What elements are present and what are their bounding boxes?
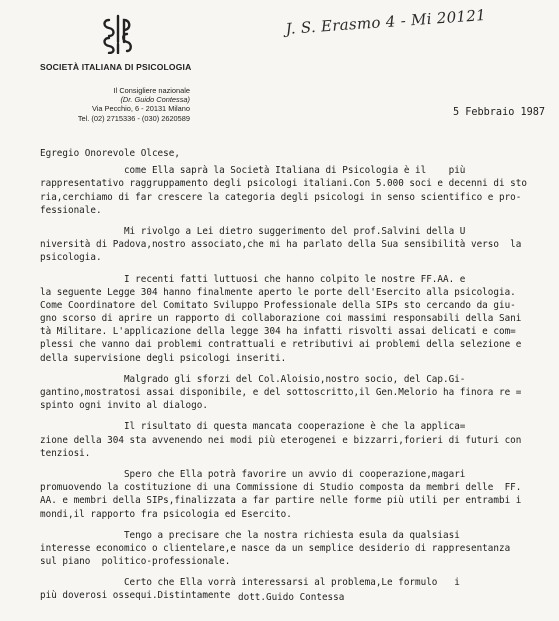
salutation: Egregio Onorevole Olcese, [40,148,180,159]
paragraph [40,529,550,569]
paragraph-line: interesse economico o clientelare,e nasce da un semplice desiderio di rappresentanza [40,542,511,554]
sender-name: (Dr. Guido Contessa) [120,95,190,105]
paragraph [40,273,550,365]
paragraph-line: ria,cerchiamo di far crescere la categoria degli psicologi in senso scientifico e pro- [40,191,522,203]
paragraph-line: Come Coordinatore del Comitato Sviluppo Professionale della SIPs sto cercando da giu- [40,299,516,311]
sender-phone: Tel. (02) 2715336 - (030) 2620589 [77,113,190,123]
paragraph-line: sul piano politico-professionale. [40,556,231,568]
paragraph [40,164,550,217]
organization-name: SOCIETÀ ITALIANA DI PSICOLOGIA [40,62,192,72]
letter-date: 5 Febbraio 1987 [453,107,546,118]
paragraph-line: della supervisione degli psicologi inseriti. [40,352,287,364]
paragraph-line: tà Militare. L'applicazione della legge 304 ha infatti risvolti assai delicati e com= [40,326,516,338]
paragraph-line: come Ella saprà la Società Italiana di Psicologia è il più [40,165,466,177]
paragraph-line: rappresentativo raggruppamento degli psicologi italiani.Con 5.000 soci e decenni di sto [40,178,527,190]
paragraph-line: niversità di Padova,nostro associato,che mi ha parlato della Sua sensibilità verso la [40,239,522,251]
paragraph-line: promuovendo la costituzione di una Commissione di Studio composta da membri delle FF. [40,482,522,494]
paragraph-line: gno scorso di aprire un rapporto di collaborazione coi massimi responsabili della Sani [40,313,522,325]
paragraph-line: fessionale. [40,204,102,216]
sips-monogram-icon [100,14,136,54]
paragraph [40,420,550,460]
sender-role: Il Consigliere nazionale [113,86,190,95]
sender-block [40,86,190,123]
paragraph-line: spinto ogni invito al dialogo. [40,400,208,412]
paragraph-line: Malgrado gli sforzi del Col.Aloisio,nostro socio, del Cap.Gi- [40,373,466,385]
signature: dott.Guido Contessa [238,592,345,603]
letter-paragraphs [40,164,550,602]
paragraph-line: zione della 304 sta avvenendo nei modi più eterogenei e bizzarri,forieri di futuri con [40,434,522,446]
paragraph-line: mondi,il rapporto fra psicologia ed Esercito. [40,508,292,520]
paragraph [40,373,550,413]
handwritten-address-note: J. S. Erasmo 4 - Mi 20121 [285,5,487,38]
paragraph-line: Spero che Ella potrà favorire un avvio di cooperazione,magari [40,468,466,480]
paragraph-line: plessi che vanno dai problemi contrattuali e retributivi ai problemi della selezione e [40,339,522,351]
paragraph-line: Tengo a precisare che la nostra richiesta esula da qualsiasi [40,529,460,541]
paragraph-line: la seguente Legge 304 hanno finalmente aperto le porte dell'Esercito alla psicologia. [40,286,516,298]
paragraph-line: Mi rivolgo a Lei dietro suggerimento del prof.Salvini della U [40,225,466,237]
paragraph-line: tenziosi. [40,447,91,459]
paragraph [40,225,550,265]
paragraph-line: Il risultato di questa mancata cooperazione è che la applica= [40,421,466,433]
paragraph-line: AA. e membri della SIPs,finalizzata a far partire nelle forme più utili per entrambi i [40,495,522,507]
paragraph-line: I recenti fatti luttuosi che hanno colpito le nostre FF.AA. e [40,273,466,285]
sender-address: Via Pecchio, 6 - 20131 Milano [91,104,190,114]
paragraph-line: più doverosi ossequi.Distintamente [40,590,231,602]
paragraph-line: psicologia. [40,252,102,264]
paragraph [40,468,550,521]
letter-body [40,147,550,603]
paragraph-line: gantino,mostratosi assai disponibile, e del sottoscritto,il Gen.Melorio ha finora re = [40,387,522,398]
paragraph-line: Certo che Ella vorrà interessarsi al problema,Le formulo i [40,577,460,589]
